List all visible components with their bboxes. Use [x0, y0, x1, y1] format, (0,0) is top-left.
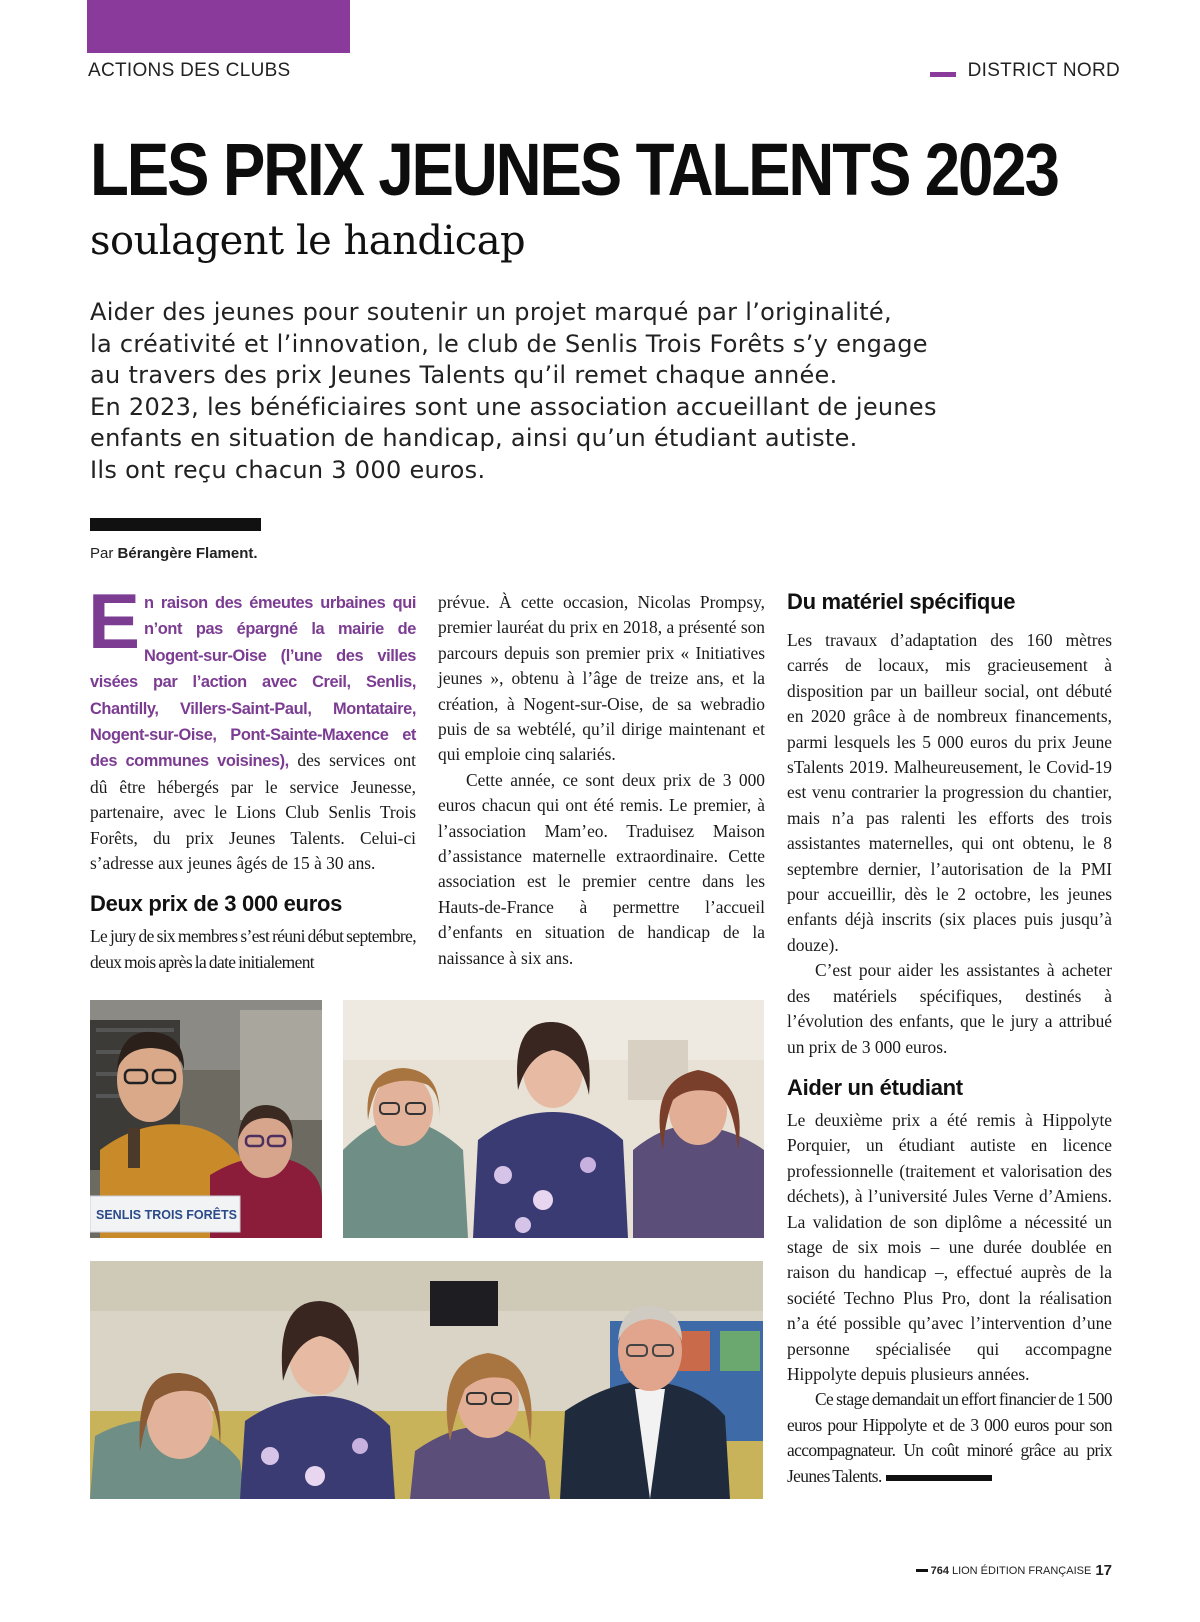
intro-line: Aider des jeunes pour soutenir un projet marqué par l’originalité,: [90, 298, 892, 326]
photo-group: [90, 1261, 763, 1499]
article-column-1: [88, 577, 416, 975]
paragraph-stage: [787, 1387, 1112, 1489]
paragraph-jury: Le jury de six membres s’est réuni début septembre, deux mois après la date initialement: [90, 926, 416, 972]
intro-line: En 2023, les bénéficiaires sont une association accueillant de jeunes: [90, 392, 937, 421]
paragraph-deuxieme: Le deuxième prix a été remis à Hippolyte Porquier, un étudiant autiste en licence professionnelle (traitement et valorisation des déchets), à l’université Jules Verne d’Amiens. La validation de son diplôme a nécessité un stage de six mois – une durée doublée en raison du handicap –, effectué auprès de la société Techno Plus Pro, dont la réalisation n’a été possible qu’avec l’intervention d’une personne spécialisée qui accompagne Hippolyte depuis plusieurs années.: [787, 1109, 1112, 1384]
photo-group-image: [90, 1261, 763, 1499]
intro-line: enfants en situation de handicap, ainsi qu’un étudiant autiste.: [90, 424, 858, 452]
lead-text: n raison des émeutes urbaines qui n’ont pas épargné la mairie de Nogent-sur-Oise (l’une des villes visées par l’action avec Creil, Senlis, Chantilly, Villers-Saint-Paul, Montataire, Nogent-sur-Oise, Pont-Sainte-Maxence et des communes voisines),: [90, 594, 416, 771]
dropcap: E: [88, 577, 141, 665]
byline: [90, 545, 258, 562]
article-intro: [90, 297, 960, 486]
paragraph-text: des services ont dû être hébergés par le service Jeunesse, partenaire, avec le Lions Club Senlis Trois Forêts, du prix Jeunes Talents. Celui-ci s’adresse aux jeunes âgés de 15 à 30 ans.: [90, 750, 416, 874]
intro-divider: [90, 518, 261, 531]
paragraph-stage-text: Ce stage demandait un effort financier de 1 500 euros pour Hippolyte et de 3 000 euros pour son accompagnateur. Un coût minoré grâce au prix Jeunes Talents.: [787, 1389, 1112, 1486]
photo-assistantes: [343, 1000, 764, 1238]
publication-name: LION ÉDITION FRANÇAISE: [951, 1564, 1092, 1577]
header-accent-bar: [87, 0, 350, 53]
paragraph-prevue: prévue. À cette occasion, Nicolas Prompsy, premier lauréat du prix en 2018, a présenté son parcours depuis son premier prix « Initiatives jeunes », obtenu à l’âge de treize ans, et la création, à Nogent-sur-Oise, de sa webradio puis de sa webtélé, qu’il dirige maintenant et qui emploie cinq salariés.: [438, 592, 765, 765]
district-text: DISTRICT NORD: [967, 60, 1120, 81]
paragraph-travaux: Les travaux d’adaptation des 160 mètres carrés de locaux, mis gracieusement à disposition par un bailleur social, ont débuté en 2020 grâce à de nombreux financements, parmi lesquels les 5 000 euros du prix Jeune sTalents 2019. Malheureusement, le Covid-19 est venu contrarier la progression du chantier, mais n’a pas ralenti les efforts des trois assistantes maternelles, qui ont obtenu, le 8 septembre dernier, l’autorisation de la PMI pour accueillir, dès le 2 octobre, les jeunes enfants déjà inscrits (six places puis jusqu’à douze).: [787, 630, 1112, 955]
intro-line: la créativité et l’innovation, le club de Senlis Trois Forêts s’y engage: [90, 329, 928, 358]
footer-dash: [916, 1569, 928, 1572]
byline-prefix: Par: [90, 545, 114, 562]
page-footer: [916, 1562, 1112, 1579]
article-column-3: [787, 588, 1112, 1489]
subheading-deux-prix: Deux prix de 3 000 euros: [90, 891, 343, 917]
photo-laureate: [90, 1000, 322, 1238]
intro-line: au travers des prix Jeunes Talents qu’il remet chaque année.: [90, 361, 838, 389]
intro-line: Ils ont reçu chacun 3 000 euros.: [90, 455, 486, 484]
author-name: Bérangère Flament.: [117, 545, 258, 562]
issue-number: 764: [930, 1564, 949, 1577]
district-dash: [930, 72, 956, 77]
article-column-2: [438, 590, 765, 971]
section-label: ACTIONS DES CLUBS: [88, 60, 291, 81]
article-title: LES PRIX JEUNES TALENTS 2023: [90, 128, 1058, 211]
photo-assistantes-image: [343, 1000, 764, 1238]
photo-banner-text: SENLIS TROIS FORÊTS: [96, 1208, 237, 1222]
paragraph-cette-annee: Cette année, ce sont deux prix de 3 000 euros chacun qui ont été remis. Le premier, à l’association Mam’eo. Traduisez Maison d’assistance maternelle extraordinaire. Cette association est le premier centre dans les Hauts-de-France à permettre l’accueil d’enfants en situation de handicap de la naissance à six ans.: [438, 769, 765, 968]
paragraph-aider-assistantes: C’est pour aider les assistantes à acheter des matériels spécifiques, destinés à l’évolution des enfants, que le jury a attribué un prix de 3 000 euros.: [787, 960, 1112, 1057]
district-label: [930, 60, 1120, 82]
article-subtitle: soulagent le handicap: [90, 218, 526, 264]
subheading-etudiant: Aider un étudiant: [787, 1074, 963, 1100]
photo-laureate-image: [90, 1000, 322, 1238]
end-mark: [886, 1475, 992, 1481]
page-number: 17: [1095, 1562, 1112, 1579]
subheading-materiel: Du matériel spécifique: [787, 589, 1016, 614]
lead-paragraph: [88, 577, 416, 876]
